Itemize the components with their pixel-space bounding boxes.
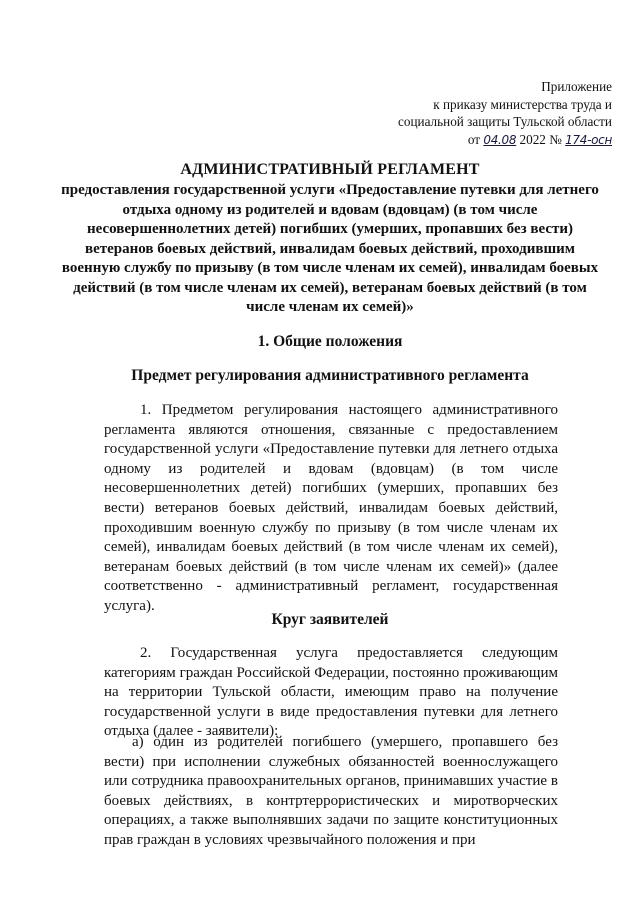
paragraph-2: 2. Государственная услуга предоставляется следующим категориям граждан Российской Федерации, постоянно проживающим на территории Тульской области, имеющим право на получение государственной услуги в виде предоставления путевки для летнего отдыха (далее - заявители):: [104, 645, 558, 740]
section-heading-general: 1. Общие положения: [257, 333, 403, 350]
title-main: АДМИНИСТРАТИВНЫЙ РЕГЛАМЕНТ: [180, 161, 480, 178]
order-number-handwritten: 174-осн: [565, 132, 612, 147]
appendix-order-line: [352, 131, 612, 150]
section-heading-applicants: Круг заявителей: [271, 611, 389, 628]
order-date-handwritten: 04.08: [483, 132, 517, 147]
appendix-line-3: социальной защиты Тульской области: [398, 114, 612, 130]
appendix-block: [352, 78, 612, 149]
title-subtitle: предоставления государственной услуги «Предоставление путевки для летнего отдыха одному из родителей и вдовам (вдовцам) (в том числе несовершеннолетних детей) погибших (умерших, пропавших без вести) ветеранов боевых действий, инвалидам боевых действий, проходившим военную службу по призыву (в том числе членам их семей), инвалидам боевых действий (в том числе членам их семей), ветеранам боевых действий (в том числе членам их семей)»: [61, 182, 599, 315]
document-title: [60, 160, 600, 318]
appendix-line-1: Приложение: [541, 79, 612, 94]
appendix-line-2: к приказу министерства труда и: [433, 96, 612, 112]
paragraph-1: 1. Предметом регулирования настоящего административного регламента являются отношения, связанные с предоставлением государственной услуги «Предоставление путевки для летнего отдыха одному из родителей и вдовам (вдовцам) (в том числе несовершеннолетних детей) погибших (умерших, пропавших без вести) ветеранов боевых действий, инвалидам боевых действий, проходившим военную службу по призыву (в том числе членам их семей), инвалидам боевых действий (в том числе членам их семей), ветеранам боевых действий (в том числе членам их семей)» (далее соответственно - административный регламент, государственная услуга).: [104, 402, 558, 614]
paragraph-2a: а) один из родителей погибшего (умершего, пропавшего без вести) при исполнении служебных обязанностей военнослужащего или сотрудника правоохранительных органов, принимавших участие в боевых действиях, в контртеррористических и миротворческих операциях, а также выполнявших задачи по защите конституционных прав граждан в условиях чрезвычайного положения и при: [104, 734, 558, 848]
order-year-number-label: 2022 №: [519, 131, 562, 147]
section-subheading-subject: Предмет регулирования административного регламента: [131, 367, 529, 384]
order-from-label: от: [467, 131, 481, 147]
